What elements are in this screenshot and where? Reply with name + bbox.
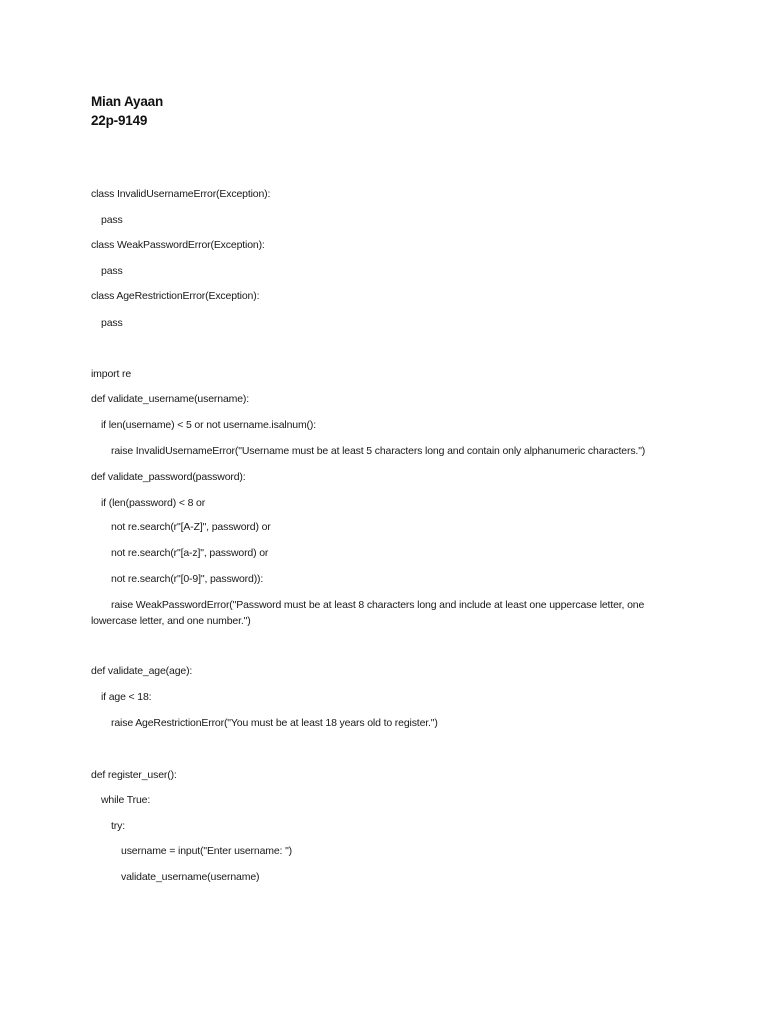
code-line: class AgeRestrictionError(Exception): xyxy=(91,290,260,302)
code-line: try: xyxy=(111,820,125,832)
code-line: raise WeakPasswordError("Password must be at least 8 characters long and include at least one uppercase letter, one xyxy=(111,599,645,611)
code-line: class InvalidUsernameError(Exception): xyxy=(91,188,271,200)
code-line: if (len(password) < 8 or xyxy=(101,497,206,509)
roll-number: 22p-9149 xyxy=(91,113,148,128)
code-line: if age < 18: xyxy=(101,691,152,703)
code-line: pass xyxy=(101,317,123,329)
code-line: def register_user(): xyxy=(91,769,177,781)
code-line: def validate_password(password): xyxy=(91,471,246,483)
code-line: pass xyxy=(101,214,123,226)
code-line: def validate_username(username): xyxy=(91,393,250,405)
code-line: class WeakPasswordError(Exception): xyxy=(91,239,265,251)
code-line: raise AgeRestrictionError("You must be at least 18 years old to register.") xyxy=(111,717,438,729)
code-line: not re.search(r"[0-9]", password)): xyxy=(111,573,264,585)
code-line: while True: xyxy=(101,794,151,806)
code-line: if len(username) < 5 or not username.isalnum(): xyxy=(101,419,317,431)
code-line: username = input("Enter username: ") xyxy=(121,845,293,857)
code-line: import re xyxy=(91,368,132,380)
code-line: raise InvalidUsernameError("Username must be at least 5 characters long and contain only alphanumeric characters.") xyxy=(111,445,646,457)
code-line: lowercase letter, and one number.") xyxy=(91,615,251,627)
code-line: not re.search(r"[A-Z]", password) or xyxy=(111,521,271,533)
code-line: not re.search(r"[a-z]", password) or xyxy=(111,547,269,559)
code-line: validate_username(username) xyxy=(121,871,260,883)
author-name: Mian Ayaan xyxy=(91,94,164,109)
code-line: pass xyxy=(101,265,123,277)
code-line: def validate_age(age): xyxy=(91,665,193,677)
